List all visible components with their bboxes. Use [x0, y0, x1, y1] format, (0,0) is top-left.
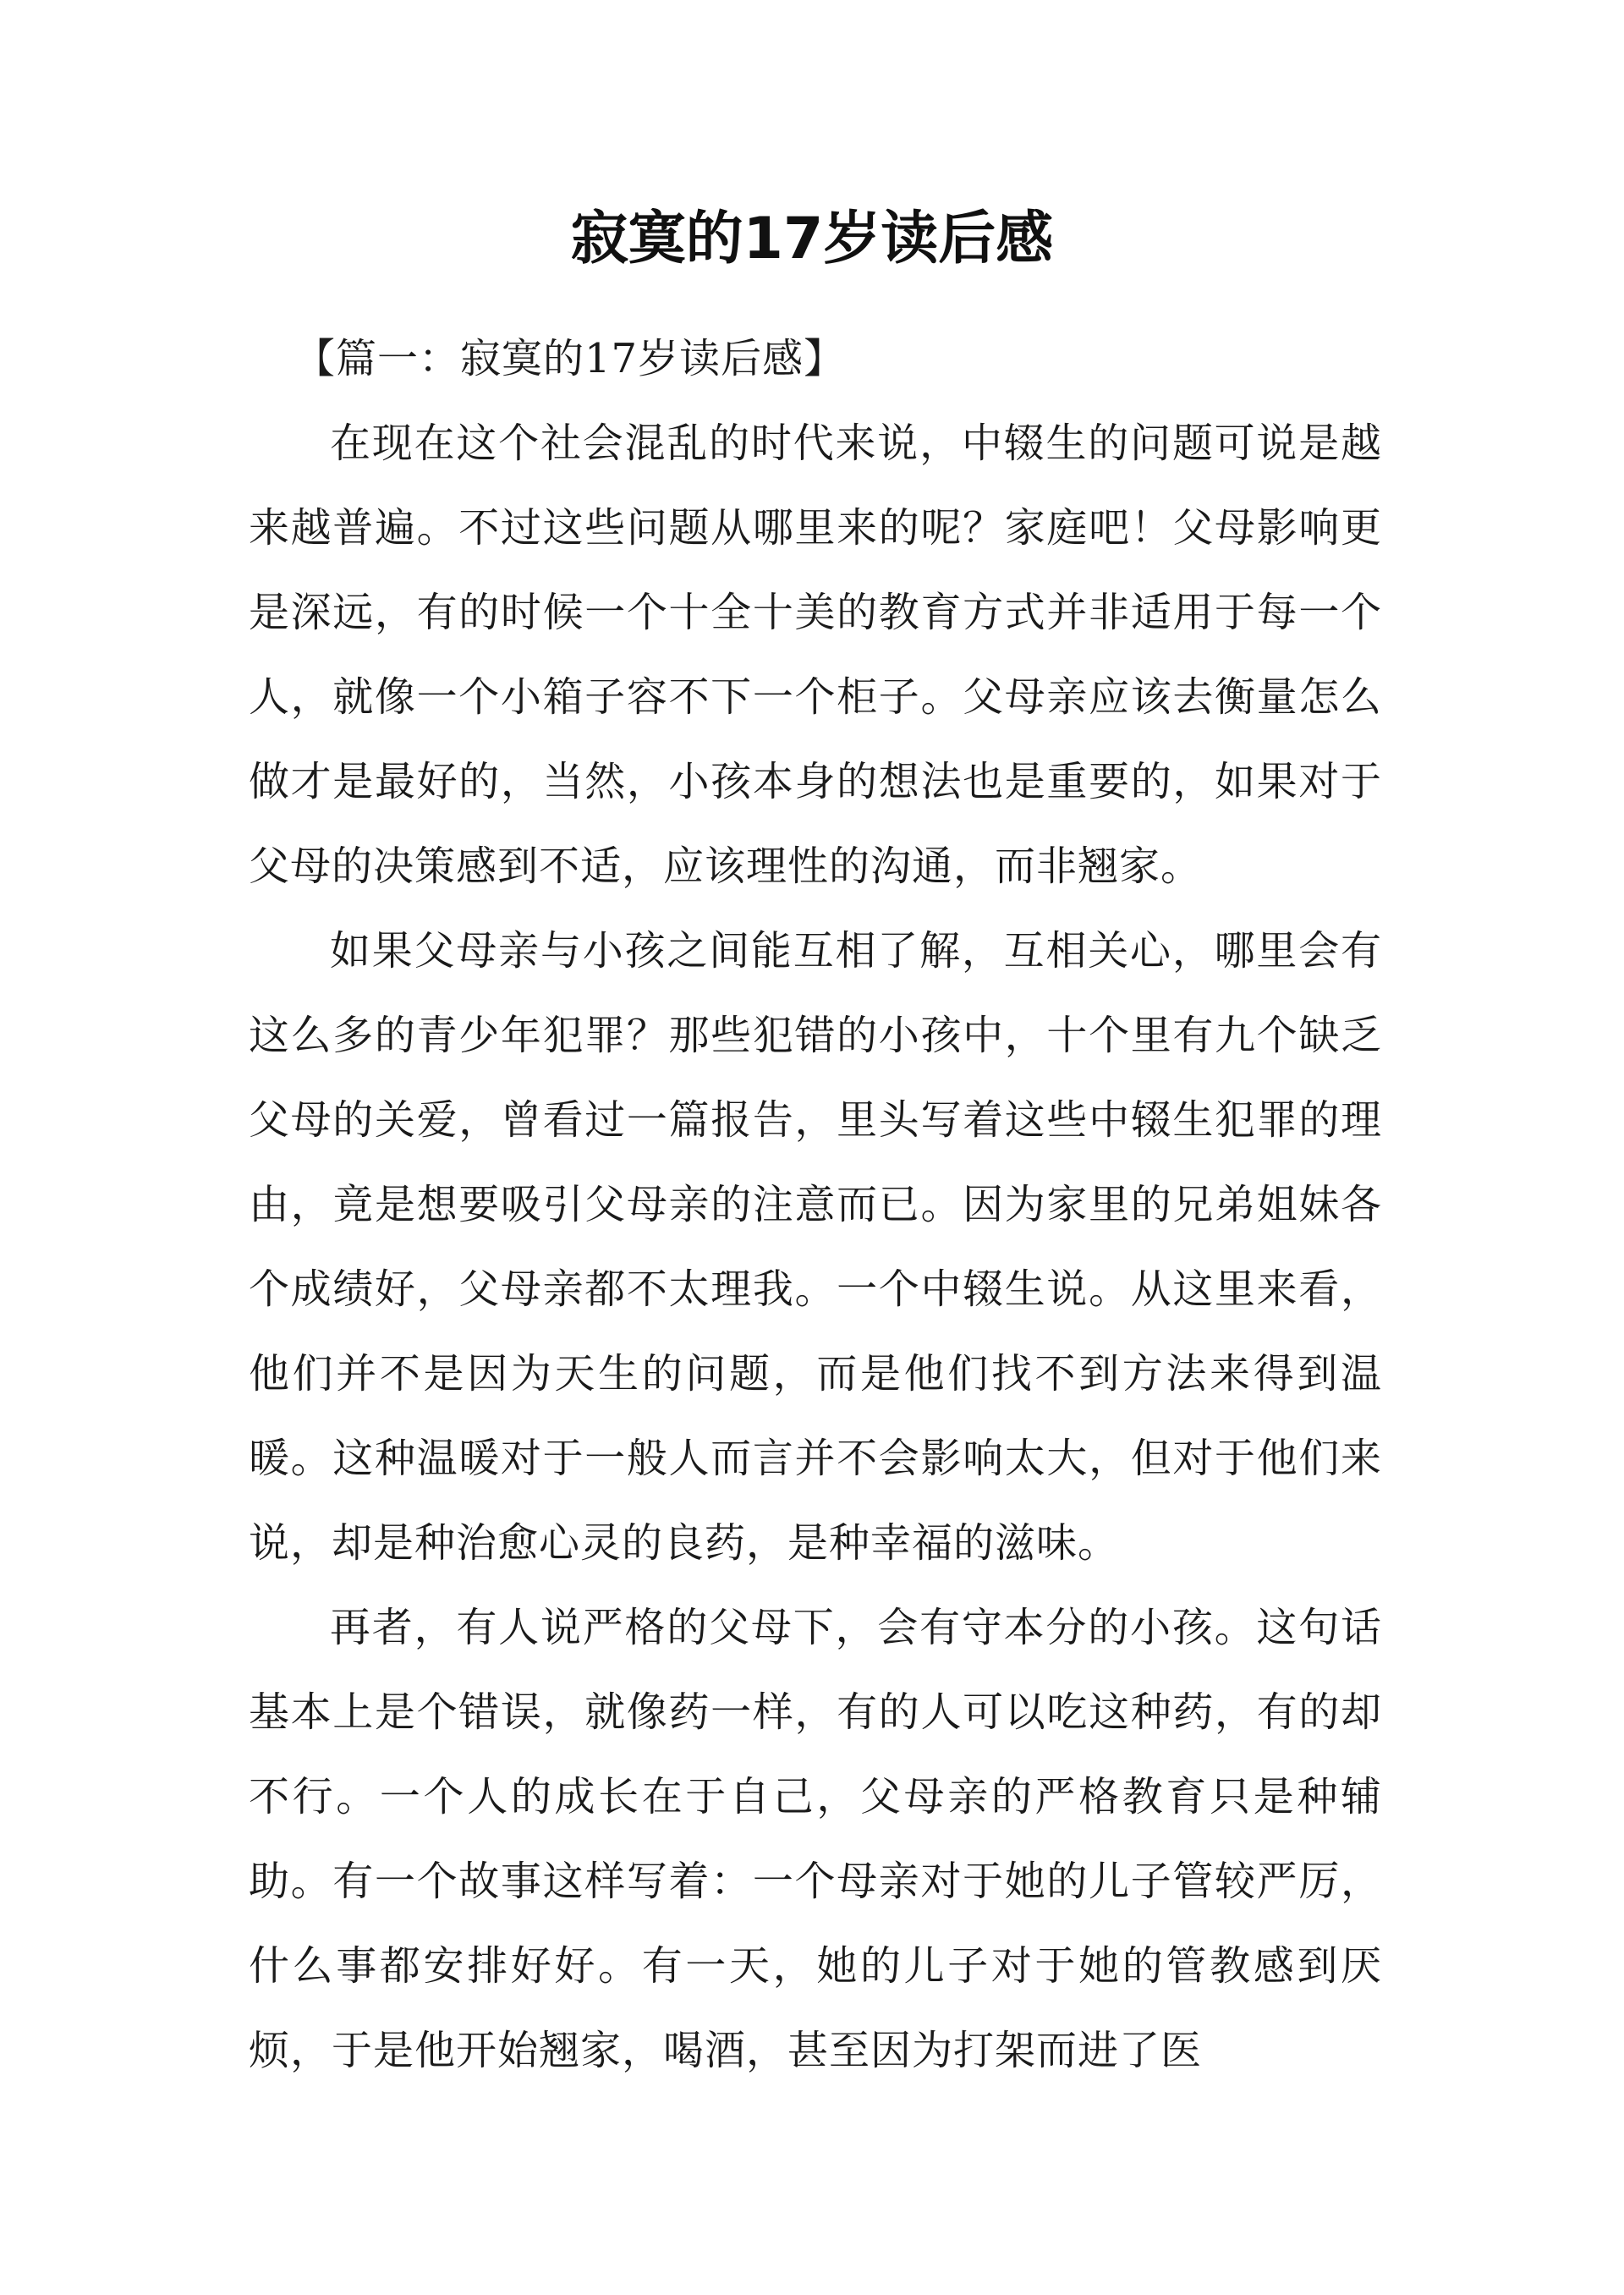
paragraph-3: 再者，有人说严格的父母下，会有守本分的小孩。这句话基本上是个错误，就像药一样，有的人可以吃这种药，有的却不行。一个人的成长在于自己，父母亲的严格教育只是种辅助。有一个故事这样写着：一个母亲对于她的儿子管较严厉，什么事都安排好好。有一天，她的儿子对于她的管教感到厌烦，于是他开始翘家，喝酒，甚至因为打架而进了医: [249, 1604, 1382, 2074]
section-heading: 【篇一：寂寞的17岁读后感】: [294, 335, 846, 382]
document-body: [249, 316, 1382, 2093]
paragraph-1: 在现在这个社会混乱的时代来说，中辍生的问题可说是越来越普遍。不过这些问题从哪里来的呢？家庭吧！父母影响更是深远，有的时候一个十全十美的教育方式并非适用于每一个人，就像一个小箱子容不下一个柜子。父母亲应该去衡量怎么做才是最好的，当然，小孩本身的想法也是重要的，如果对于父母的决策感到不适，应该理性的沟通，而非翘家。: [249, 420, 1382, 890]
page-title: 寂寞的17岁读后感: [570, 206, 1054, 272]
paragraph-2: 如果父母亲与小孩之间能互相了解，互相关心，哪里会有这么多的青少年犯罪？那些犯错的小孩中，十个里有九个缺乏父母的关爱，曾看过一篇报告，里头写着这些中辍生犯罪的理由，竟是想要吸引父母亲的注意而已。因为家里的兄弟姐妹各个成绩好，父母亲都不太理我。一个中辍生说。从这里来看，他们并不是因为天生的问题，而是他们找不到方法来得到温暖。这种温暖对于一般人而言并不会影响太大，但对于他们来说，却是种治愈心灵的良药，是种幸福的滋味。: [249, 927, 1382, 1567]
